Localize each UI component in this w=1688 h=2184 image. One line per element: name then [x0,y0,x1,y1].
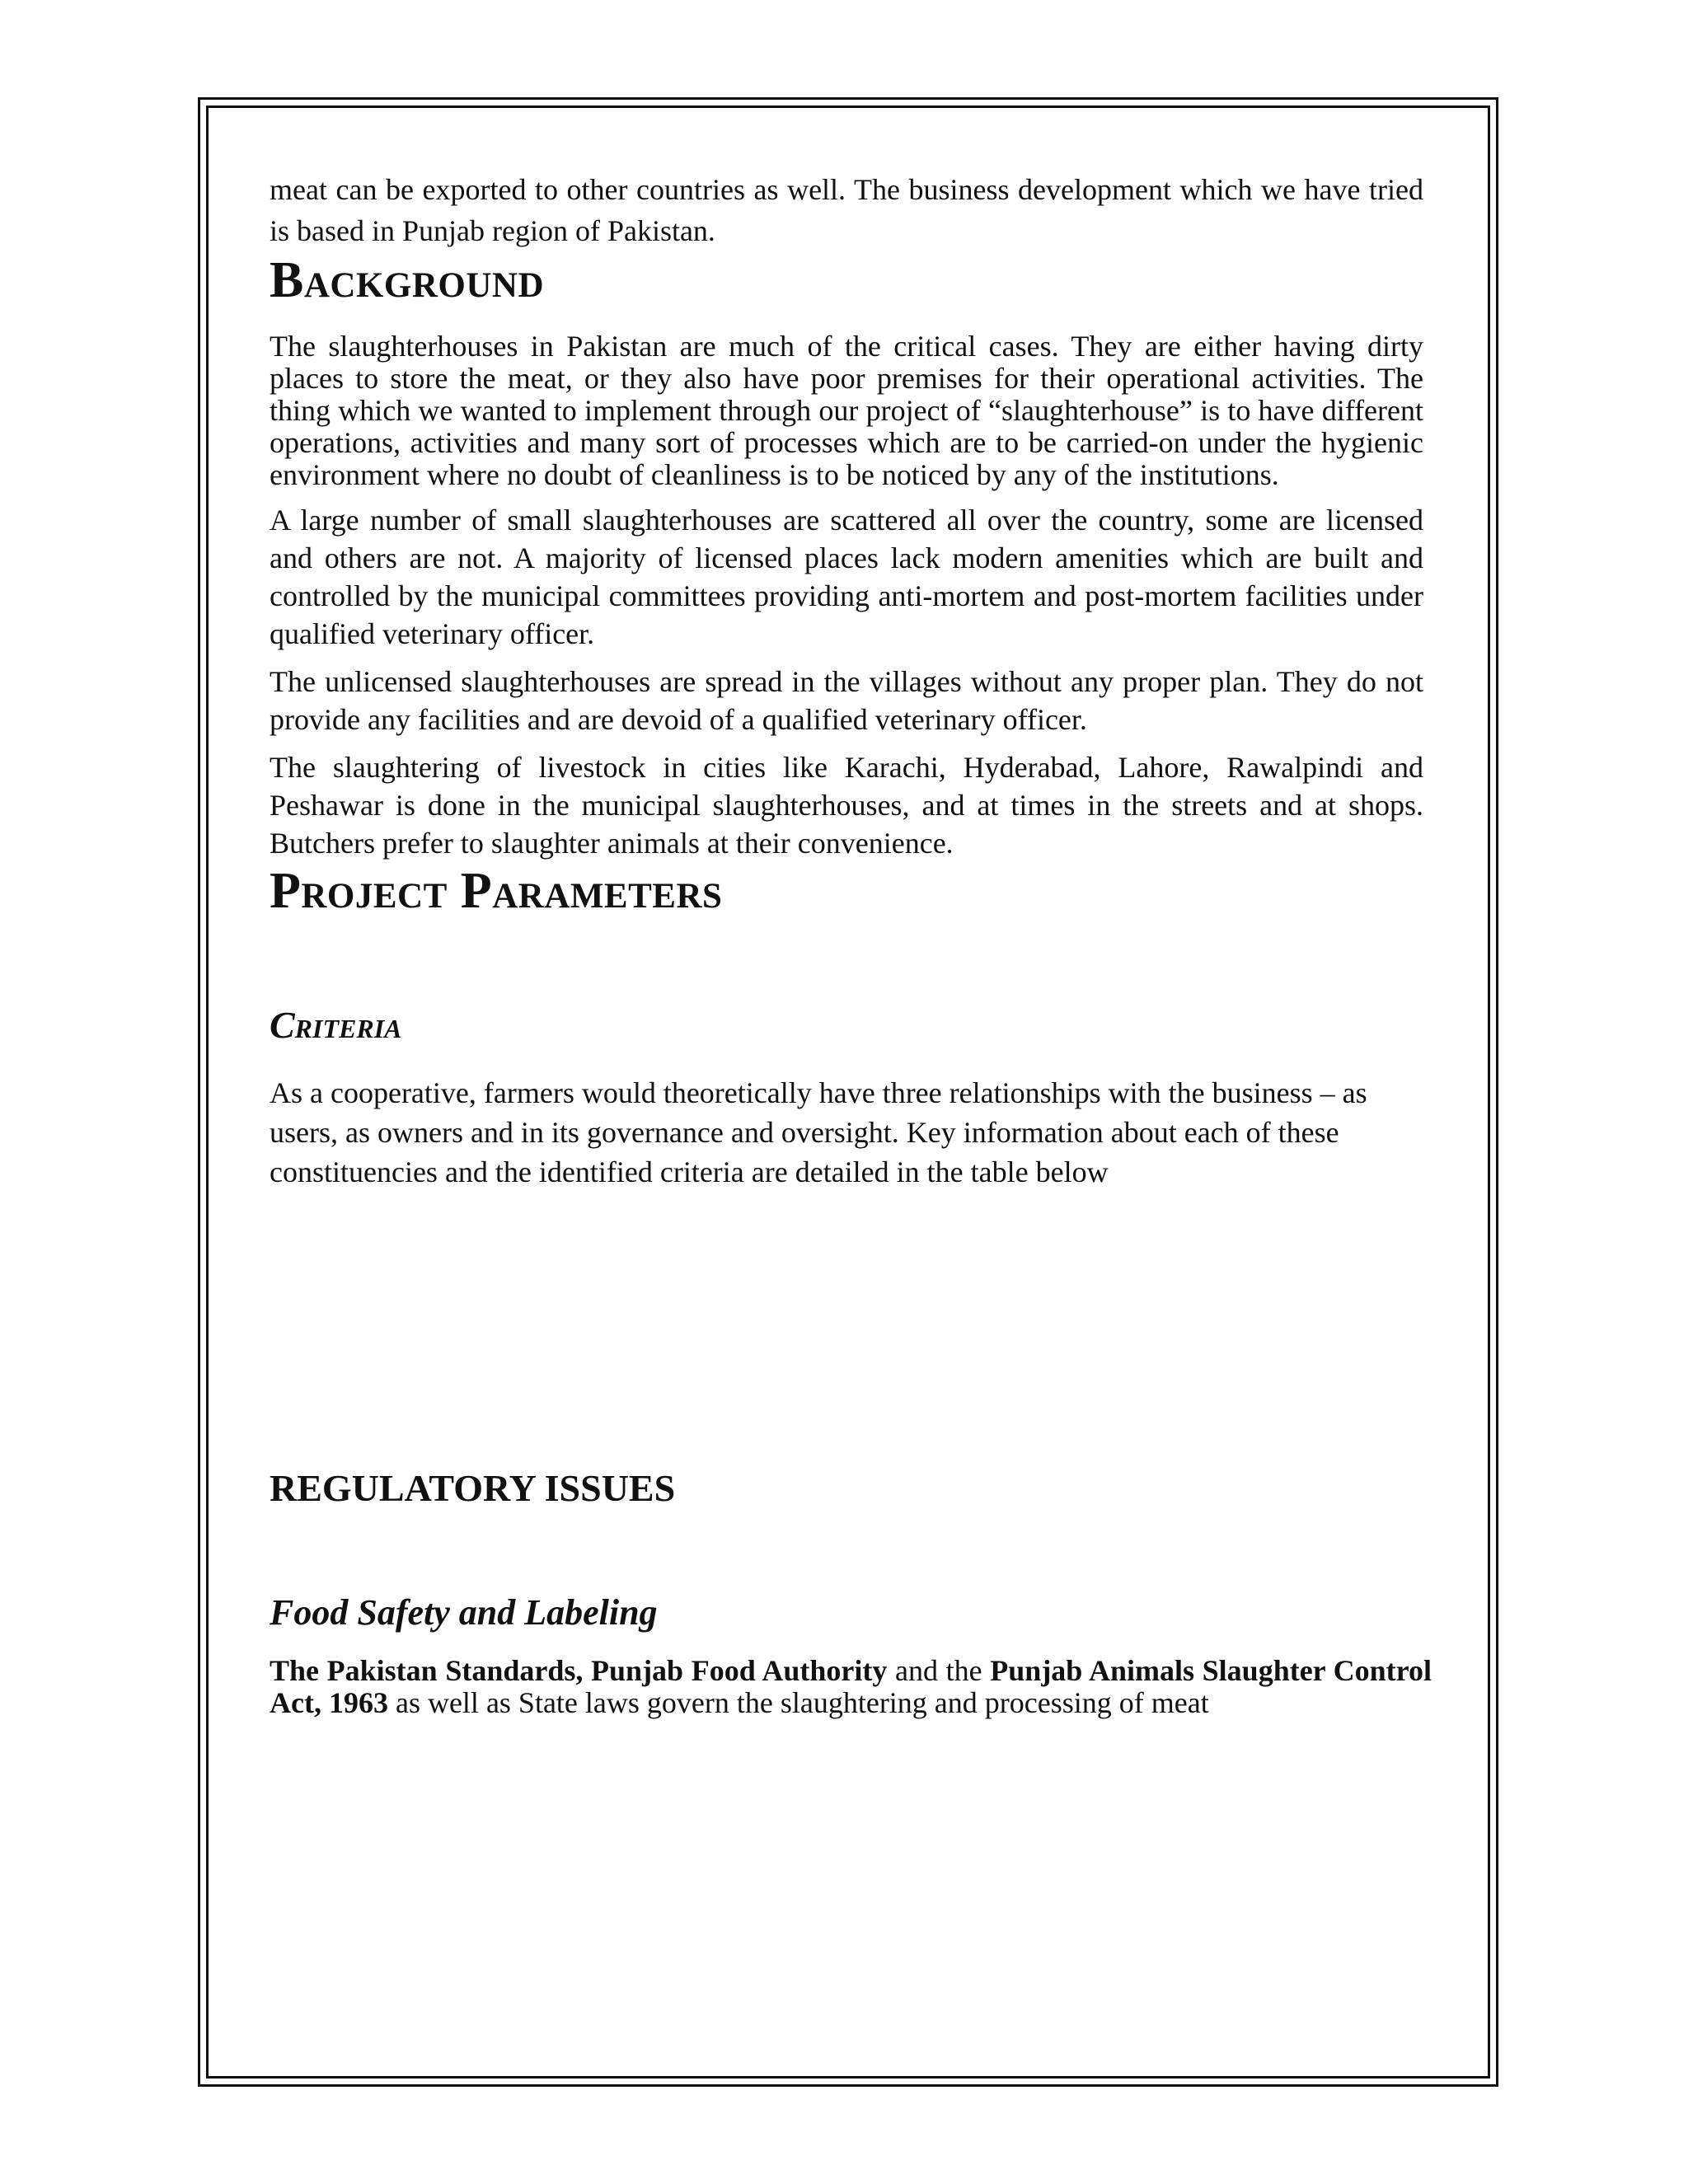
criteria-heading: Criteria [270,1004,402,1046]
background-paragraph-4: The slaughtering of livestock in cities like Karachi, Hyderabad, Lahore, Rawalpindi and Peshawar is done in the municipal slaughterhouses, and at times in the streets and at shops. Butchers prefer to slaughter animals at their convenience. [270,751,1423,860]
project-parameters-heading: Project Parameters [270,863,723,919]
food-safety-bold-1: The Pakistan Standards, Punjab Food Authority [270,1654,888,1687]
background-paragraph-3: The unlicensed slaughterhouses are spread in the villages without any proper plan. They do not provide any facilities and are devoid of a qualified veterinary officer. [270,665,1423,736]
background-paragraph-2: A large number of small slaughterhouses are scattered all over the country, some are licensed and others are not. A majority of licensed places lack modern amenities which are built and controlled by the municipal committees providing anti-mortem and post-mortem facilities under qualified veterinary officer. [270,504,1423,650]
document-body [270,169,1432,1719]
food-safety-paragraph [270,1655,1432,1719]
food-safety-heading: Food Safety and Labeling [270,1592,658,1633]
regulatory-issues-heading: REGULATORY ISSUES [270,1467,676,1509]
background-heading: Background [270,252,545,308]
food-safety-bold-2: Punjab Animals Slaughter Control Act, 1963 [270,1654,1432,1719]
intro-paragraph: meat can be exported to other countries as well. The business development which we have tried is based in Punjab region of Pakistan. [270,173,1423,247]
food-safety-text-1: and the [887,1654,991,1687]
criteria-paragraph: As a cooperative, farmers would theoretically have three relationships with the business – as users, as owners and in its governance and oversight. Key information about each of these constituencies and the identified criteria are detailed in the table below [270,1076,1367,1188]
background-paragraph-1: The slaughterhouses in Pakistan are much of the critical cases. They are either having dirty places to store the meat, or they also have poor premises for their operational activities. The thing which we wanted to implement through our project of “slaughterhouse” is to have different operations, activities and many sort of processes which are to be carried-on under the hygienic environment where no doubt of cleanliness is to be noticed by any of the institutions. [270,330,1423,491]
food-safety-text-2: as well as State laws govern the slaughtering and processing of meat [387,1686,1209,1719]
